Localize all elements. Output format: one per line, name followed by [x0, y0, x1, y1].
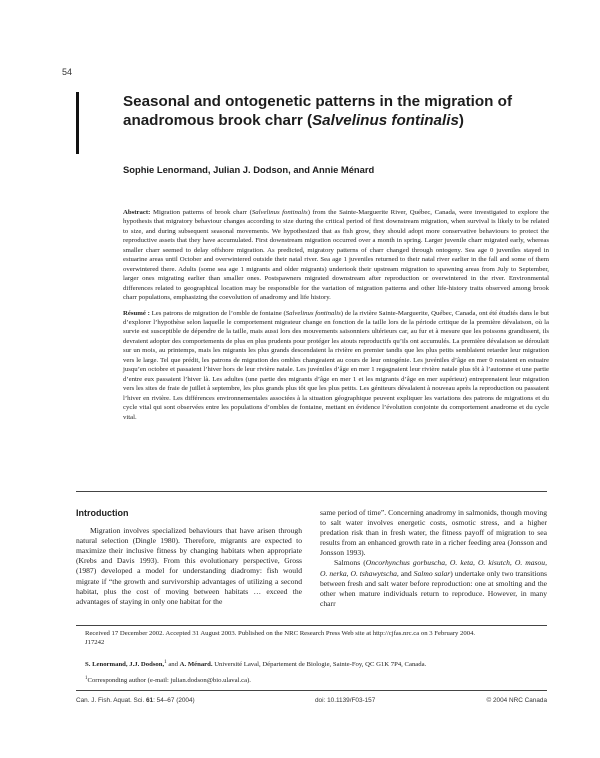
- right-p2-a: Salmons (: [334, 558, 366, 568]
- abstract-label: Abstract:: [123, 209, 151, 216]
- affil-institution: Université Laval, Département de Biologie, Sainte-Foy, QC G1K 7P4, Canada.: [212, 661, 427, 669]
- manuscript-id: J17242: [85, 639, 105, 647]
- abstract-divider: [76, 491, 547, 492]
- abstract-text-1: Migration patterns of brook charr (: [150, 209, 252, 216]
- footer-copyright: © 2004 NRC Canada: [486, 697, 547, 704]
- resume-text-1: Les patrons de migration de l’omble de fontaine (: [149, 309, 286, 317]
- abstract-fr: [123, 309, 549, 422]
- received-dates: Received 17 December 2002. Accepted 31 August 2003. Published on the NRC Research Press Web site at http://cjfas.nrc.ca on 3 February 2004.: [85, 630, 476, 637]
- footer-journal: Can. J. Fish. Aquat. Sci.: [76, 697, 146, 704]
- title-rule: [76, 92, 79, 154]
- page-number: 54: [62, 67, 73, 77]
- title-species: Salvelinus fontinalis: [312, 112, 459, 129]
- footer-pages: : 54–67 (2004): [153, 697, 195, 704]
- resume-label: Résumé :: [123, 309, 150, 317]
- footnote-divider: [76, 625, 547, 626]
- footer-divider: [76, 690, 547, 691]
- title-end: ): [458, 112, 464, 129]
- right-paragraph-1: same period of time”. Concerning anadromy in salmonids, though moving to salt water involves energetic costs, osmotic stress, and a higher predation risk than in fresh water, the fitness payoff of migration to sea results from an enhanced growth rate in a richer feeding area (Jonsson and Jonsson 1993).: [320, 508, 547, 558]
- affil-last-author: A. Ménard.: [179, 661, 213, 669]
- right-p2-b: and: [398, 568, 414, 578]
- right-paragraph-2: [320, 558, 547, 608]
- abstract-block: [123, 208, 549, 428]
- author-list: Sophie Lenormand, Julian J. Dodson, and Annie Ménard: [123, 164, 375, 175]
- right-column: [320, 508, 547, 609]
- affil-sup: 1: [164, 660, 167, 665]
- right-p2-species-2: Salmo salar: [413, 568, 451, 578]
- footer-doi: doi: 10.1139/F03-157: [315, 697, 376, 704]
- resume-text-2: ) de la rivière Sainte-Marguerite, Québec, Canada, ont été étudiés dans le but d’explorer l’hypothèse selon laquelle le comportement migrateur change en fonction de la taille lors de la période critique de la première dévalaison, où la survie est susceptible de dépendre de la taille, mais aussi lors des mouvements saisonniers ultérieurs car, au fur et à mesure que les poissons grandissent, ils devraient adopter des comportements de plus en plus prudents pour protéger les atouts reproductifs qu’ils ont accumulés. La première dévalaison se déroulait sur un mois, au printemps, mais les migrants les plus grands descendaient la rivière en premier tandis que les plus petits semblaient retarder leur migration vers le large. Tel que prédit, les patrons de migration des ombles changeaient au cours de leur ontogénie. Les juvéniles d’âge en mer 0 restaient en estuaire jusqu’en octobre et passaient l’hiver hors de leur rivière natale. Les juvéniles d’âge en mer 1 regagnaient leur rivière natale plus tôt à l’automne et une partie d’entre eux passaient l’hiver là. Les adultes (une partie des migrants d’âge en mer 1 et les migrants d’âge en mer supérieur) entreprenaient leur migration vers les sites de fraie de juillet à septembre, les plus grands plus tôt que les plus petits. Les géniteurs dévalaient à nouveau après la reproduction ou passaient l’hiver en rivière. Les différences environnementales associées à la situation géographique peuvent expliquer les variations des patrons de migrations et du cycle vital qui sont observées entre les populations d’ombles de fontaine, mettant en évidence l’évolution conjointe du comportement anadrome et du cycle vital.: [123, 309, 549, 421]
- abstract-species: Salvelinus fontinalis: [251, 209, 308, 216]
- intro-paragraph: Migration involves specialized behaviours that have arisen through natural selection (Dingle 1980). Therefore, migrants are expected to maximize their inclusive fitness by changing habitats when appropriate (Krebs and Davis 1993). From this evolutionary perspective, Gross (1987) developed a model for understanding diadromy: fish would migrate if “the growth and survivorship advantages of utilizing a second habitat, plus the cost of moving between habitats … exceed the advantages of staying in only one habitat for the: [76, 526, 302, 606]
- footer-volume: 61: [145, 697, 154, 704]
- corr-text: Corresponding author (e-mail: julian.dodson@bio.ulaval.ca).: [87, 677, 251, 685]
- abstract-en: [123, 208, 549, 303]
- left-column: [76, 508, 302, 607]
- right-p2-c: ) undertake only two transitions between fresh and salt water before reproduction: one at smolting and the other when mature individuals return to reproduce. However, in many charr: [320, 568, 547, 608]
- intro-heading: Introduction: [76, 508, 129, 518]
- affiliation-note: [85, 658, 545, 669]
- paper-title: [123, 92, 533, 130]
- affil-and: and: [166, 661, 180, 669]
- abstract-text-2: ) from the Sainte-Marguerite River, Québec, Canada, were investigated to explore the hypothesis that migratory behaviour changes according to size during the critical period of first downstream migration, when survival is likely to be related to size, and during subsequent seasonal movements. We hypothesized that as fish grow, they should adopt more conservative behaviours to protect the reproductive assets that they have accumulated. First downstream migration occurred over a month in spring. Larger juvenile charr migrated early, whereas smaller charr seemed to delay offshore migration. As predicted, migratory patterns of charr changed through ontogeny. Sea age 0 juveniles stayed in estuarine areas until October and overwintered outside their natal river. Sea age 1 juveniles returned to their natal river earlier in the fall and some of them overwintered there. Adults (some sea age 1 migrants and older migrants) undertook their upstream migration to spawning areas from July to September, larger ones migrating earlier than smaller ones. Postspawners migrated downstream after reproduction or overwintered in the river. Environmental differences related to geographical location may be responsible for the variation of migration patterns and other life-history traits observed among brook charr populations, emphasizing the coevolution of anadromy and life history.: [123, 209, 549, 302]
- right-p2-species-1: Oncorhynchus gorbuscha, O. keta, O. kisutch, O. masou, O. nerka, O. tshawytscha,: [320, 558, 547, 578]
- affil-authors: S. Lenormand, J.J. Dodson,: [85, 661, 165, 669]
- corresponding-note: [85, 674, 545, 685]
- title-main: Seasonal and ontogenetic patterns in the migration of anadromous brook charr (: [123, 93, 513, 129]
- corr-sup: 1: [85, 676, 88, 681]
- footer-citation: [76, 697, 195, 704]
- resume-species: Salvelinus fontinalis: [285, 309, 341, 317]
- received-note: [85, 629, 545, 647]
